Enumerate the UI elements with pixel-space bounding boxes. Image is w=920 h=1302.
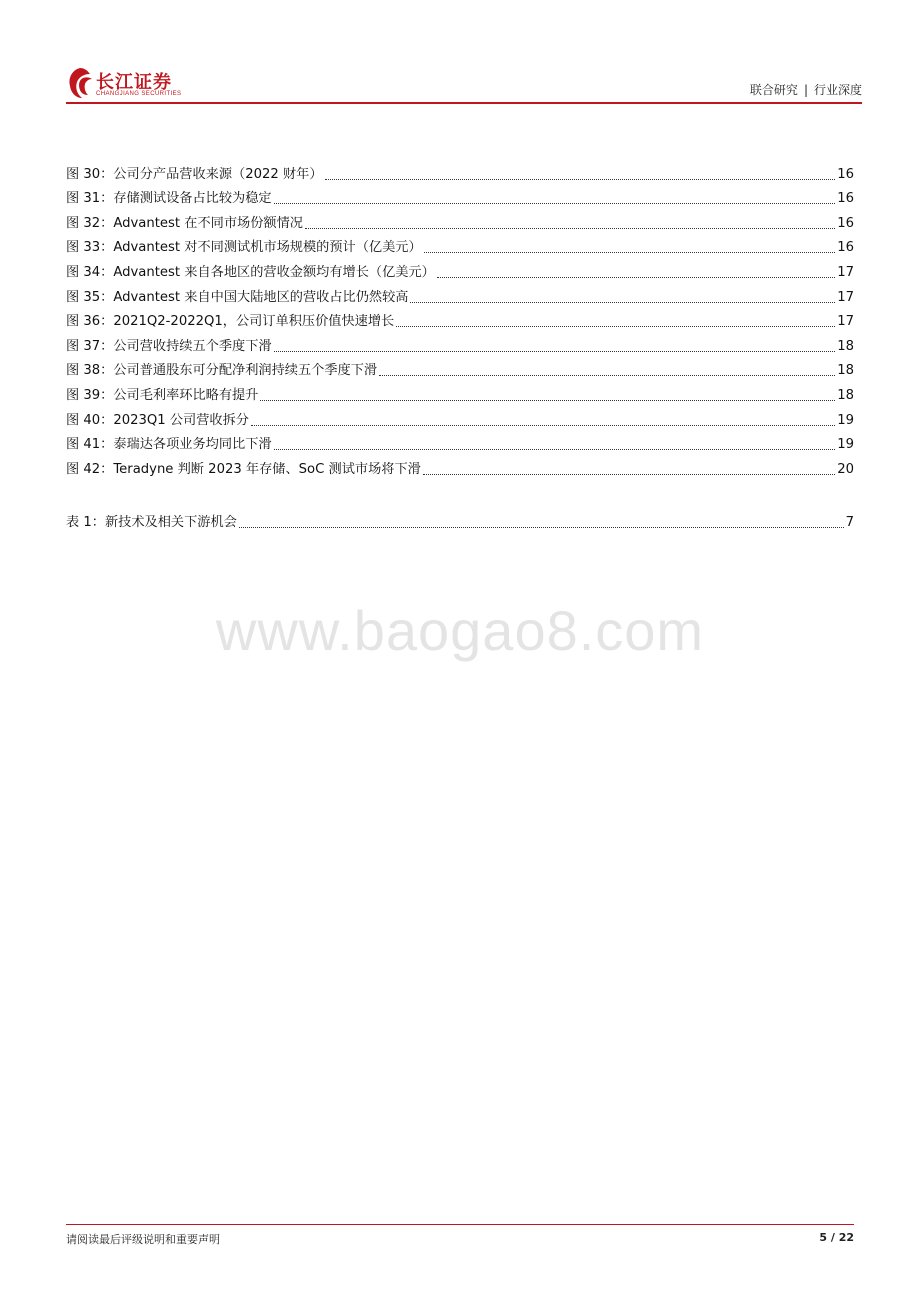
toc-leader-dots <box>305 227 835 229</box>
toc-entry-label: 图 41：泰瑞达各项业务均同比下滑 <box>66 437 272 453</box>
toc-leader-dots <box>274 350 836 352</box>
toc-entry-label: 图 31：存储测试设备占比较为稳定 <box>66 191 272 207</box>
report-subcategory: 行业深度 <box>813 83 862 97</box>
toc-entry-page: 19 <box>837 437 854 453</box>
toc-leader-dots <box>424 251 836 253</box>
toc-entry[interactable] <box>66 507 854 532</box>
toc-leader-dots <box>410 301 835 303</box>
toc-entry-label: 图 30：公司分产品营收来源（2022 财年） <box>66 166 323 182</box>
toc-entry-label: 图 35：Advantest 来自中国大陆地区的营收占比仍然较高 <box>66 289 409 305</box>
toc-entry[interactable] <box>66 429 854 454</box>
page-total: 22 <box>838 1231 854 1244</box>
toc-entry-page: 7 <box>845 515 854 531</box>
toc-entry-page: 18 <box>837 363 854 379</box>
toc-leader-dots <box>239 526 844 528</box>
toc-leader-dots <box>274 202 836 204</box>
toc-section-gap <box>66 478 854 507</box>
watermark: www.baogao8.com <box>215 599 705 662</box>
toc-entry-page: 17 <box>837 264 854 280</box>
toc-entry[interactable] <box>66 306 854 331</box>
page-separator: / <box>830 1231 835 1244</box>
page-number <box>819 1231 854 1244</box>
toc-entry[interactable] <box>66 256 854 281</box>
toc-entry-label: 图 34：Advantest 来自各地区的营收金额均有增长（亿美元） <box>66 264 435 280</box>
toc-entry[interactable] <box>66 453 854 478</box>
toc-entry-page: 16 <box>837 191 854 207</box>
toc-entry[interactable] <box>66 281 854 306</box>
toc-entry-page: 18 <box>837 338 854 354</box>
toc-entry-page: 17 <box>837 314 854 330</box>
toc-entry-label: 表 1：新技术及相关下游机会 <box>66 515 237 531</box>
toc-entry-label: 图 40：2023Q1 公司营收拆分 <box>66 412 249 428</box>
toc-entry-label: 图 33：Advantest 对不同测试机市场规模的预计（亿美元） <box>66 240 422 256</box>
table-of-contents <box>66 158 854 531</box>
toc-leader-dots <box>423 473 835 475</box>
toc-entry-page: 16 <box>837 215 854 231</box>
toc-entry[interactable] <box>66 379 854 404</box>
footer-disclaimer: 请阅读最后评级说明和重要声明 <box>66 1233 220 1246</box>
toc-entry-page: 18 <box>837 387 854 403</box>
toc-entry[interactable] <box>66 404 854 429</box>
toc-entry-page: 17 <box>837 289 854 305</box>
toc-entry[interactable] <box>66 355 854 380</box>
header-divider <box>66 102 862 104</box>
report-type <box>750 81 862 98</box>
toc-leader-dots <box>396 325 835 327</box>
toc-entry-page: 16 <box>837 166 854 182</box>
toc-entry-label: 图 32：Advantest 在不同市场份额情况 <box>66 215 303 231</box>
toc-entry-page: 20 <box>837 461 854 477</box>
logo-chinese-name: 长江证券 <box>96 72 172 93</box>
logo-english-name: CHANGJIANG SECURITIES <box>96 91 182 97</box>
footer-divider <box>66 1224 854 1225</box>
toc-leader-dots <box>325 178 836 180</box>
toc-entry-page: 16 <box>837 240 854 256</box>
toc-leader-dots <box>260 399 835 401</box>
toc-leader-dots <box>274 448 836 450</box>
report-category: 联合研究 <box>749 83 798 97</box>
toc-entry-label: 图 39：公司毛利率环比略有提升 <box>66 387 259 403</box>
page-current: 5 <box>819 1231 827 1244</box>
toc-entry[interactable] <box>66 207 854 232</box>
toc-entry[interactable] <box>66 330 854 355</box>
toc-entry[interactable] <box>66 183 854 208</box>
page-header <box>66 62 862 106</box>
toc-entry-label: 图 36：2021Q2-2022Q1，公司订单积压价值快速增长 <box>66 314 395 330</box>
company-logo <box>66 66 196 102</box>
toc-entry-label: 图 42：Teradyne 判断 2023 年存储、SoC 测试市场将下滑 <box>66 461 421 477</box>
toc-leader-dots <box>379 374 835 376</box>
toc-entry-page: 19 <box>837 412 854 428</box>
toc-entry-label: 图 38：公司普通股东可分配净利润持续五个季度下滑 <box>66 363 378 379</box>
toc-entry-label: 图 37：公司营收持续五个季度下滑 <box>66 338 272 354</box>
toc-leader-dots <box>437 276 835 278</box>
toc-entry[interactable] <box>66 232 854 257</box>
header-separator: | <box>803 83 808 97</box>
toc-entry[interactable] <box>66 158 854 183</box>
phoenix-logo-icon <box>66 66 94 100</box>
toc-leader-dots <box>251 424 835 426</box>
